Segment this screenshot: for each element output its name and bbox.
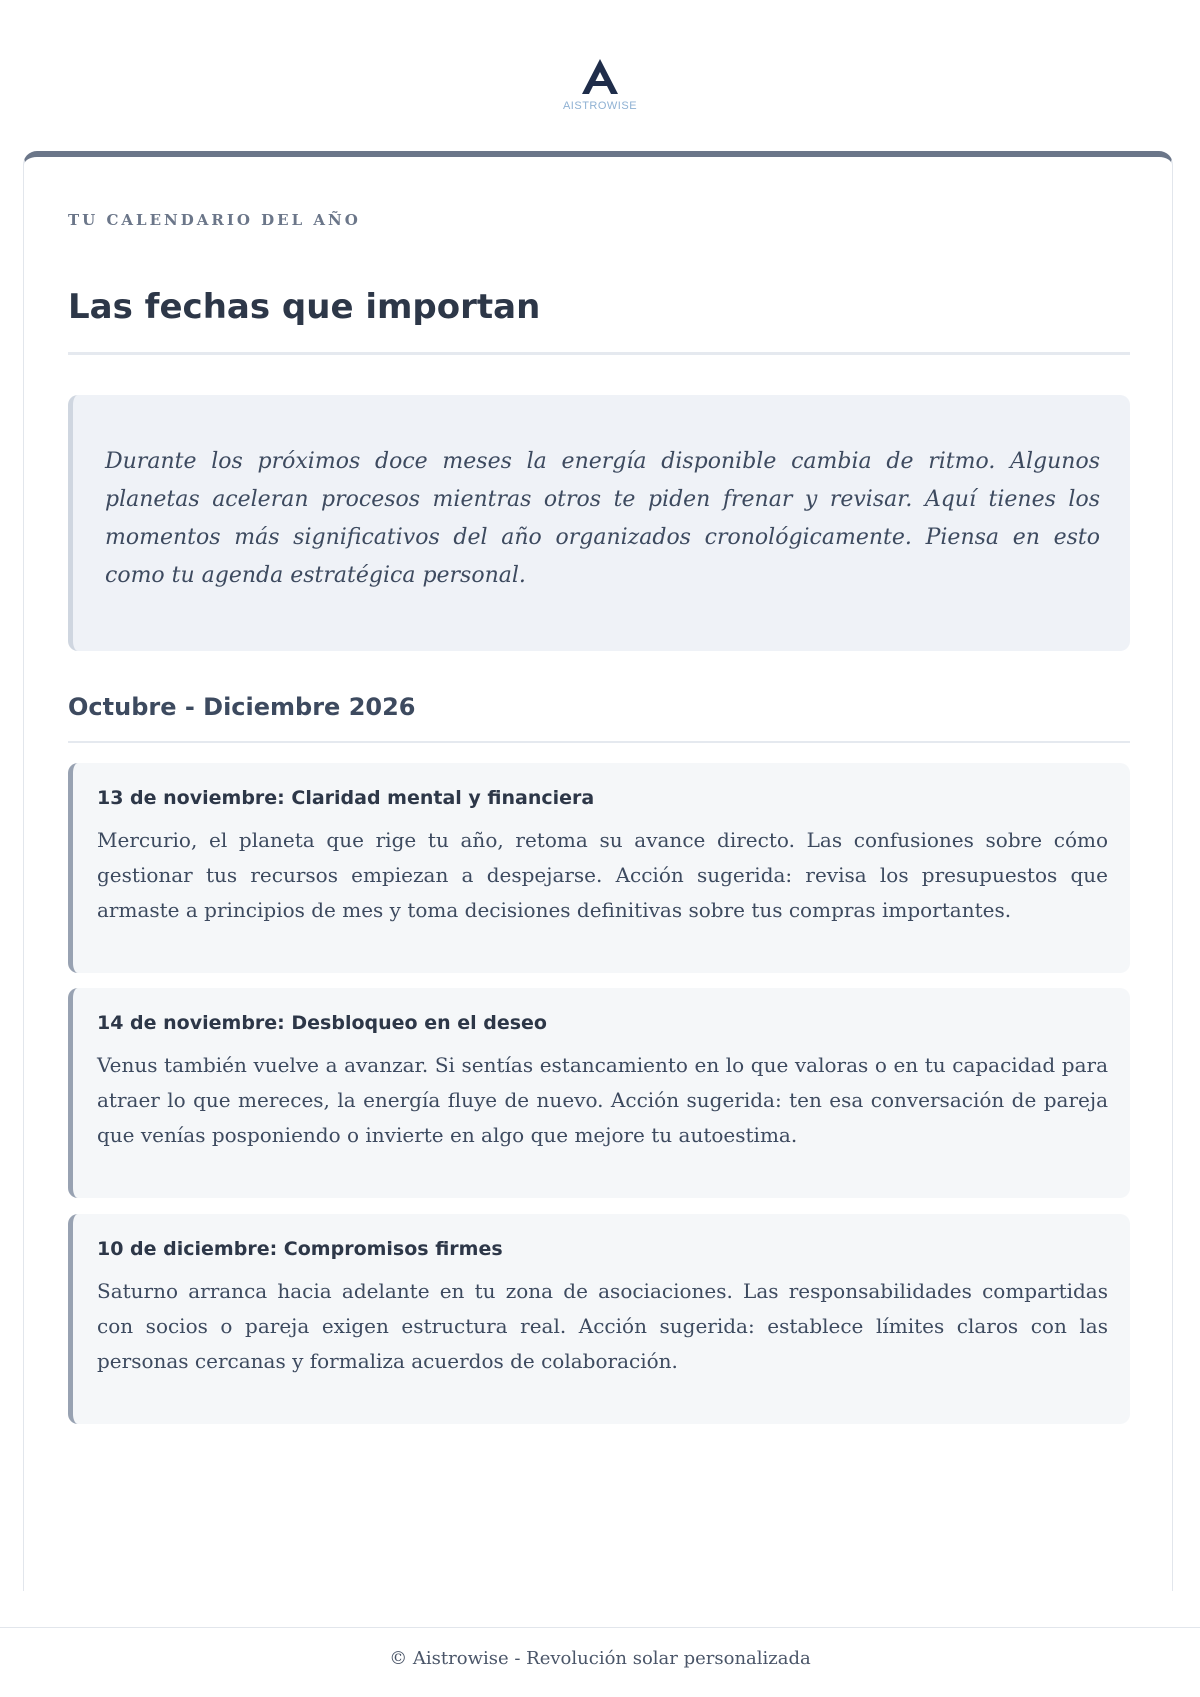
eyebrow-label: TU CALENDARIO DEL AÑO [68,211,361,229]
event-body: Mercurio, el planeta que rige tu año, retoma su avance directo. Las confusiones sobre cómo gestionar tus recursos empiezan a despejarse. Acción sugerida: revisa los presupuestos que armaste a principios de mes y toma decisiones definitivas sobre tus compras importantes. [97,828,1108,922]
event-card [68,1214,1130,1424]
footer-text: © Aistrowise - Revolución solar personalizada [389,1648,811,1669]
brand-name: AISTROWISE [562,100,638,112]
event-card [68,763,1130,973]
section-title: Octubre - Diciembre 2026 [68,693,416,721]
footer-divider [0,1627,1200,1628]
brand-logo [0,56,1200,112]
event-card [68,988,1130,1198]
event-title: 14 de noviembre: Desbloqueo en el deseo [97,1012,547,1034]
logo-a-icon [578,56,622,96]
intro-text: Durante los próximos doce meses la energía disponible cambia de ritmo. Algunos planetas aceleran procesos mientras otros te piden frenar y revisar. Aquí tienes los momentos más significativos del año organizados cronológicamente. Piensa en esto como tu agenda estratégica personal. [105,449,1100,588]
event-title: 10 de diciembre: Compromisos firmes [97,1238,503,1260]
event-body: Venus también vuelve a avanzar. Si sentías estancamiento en lo que valoras o en tu capacidad para atraer lo que mereces, la energía fluye de nuevo. Acción sugerida: ten esa conversación de pareja que venías posponiendo o invierte en algo que mejore tu autoestima. [97,1053,1108,1147]
event-title: 13 de noviembre: Claridad mental y financiera [97,787,595,809]
page-title: Las fechas que importan [68,287,541,327]
title-divider [68,352,1130,355]
section-divider [68,741,1130,743]
intro-box [68,395,1130,651]
event-body: Saturno arranca hacia adelante en tu zona de asociaciones. Las responsabilidades compartidas con socios o pareja exigen estructura real. Acción sugerida: establece límites claros con las personas cercanas y formaliza acuerdos de colaboración. [97,1279,1108,1373]
content-card [23,151,1173,1591]
